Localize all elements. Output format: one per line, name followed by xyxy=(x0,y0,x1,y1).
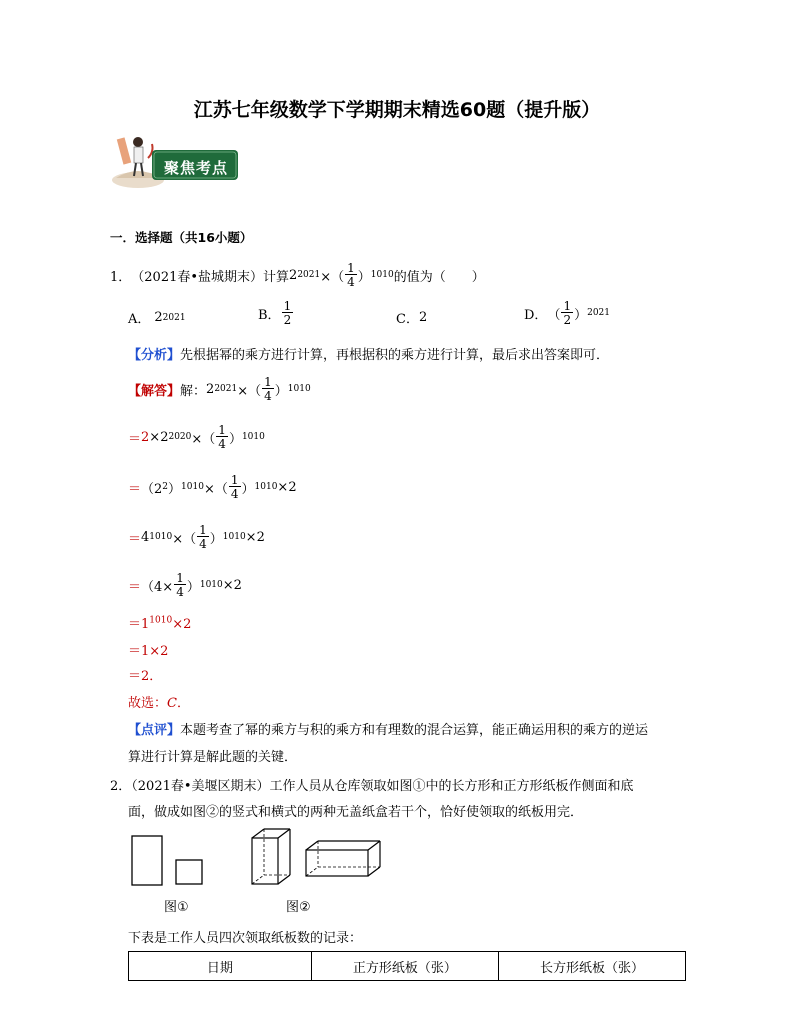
section-heading: 一．选择题（共16小题） xyxy=(110,230,253,245)
figure-2-boxes xyxy=(244,826,394,888)
table-intro: 下表是工作人员四次领取纸板数的记录： xyxy=(128,931,363,946)
banner xyxy=(108,128,240,190)
option-b: B． $\frac{1}{2}$ xyxy=(258,299,292,327)
fraction: $\frac{1}{4}$ xyxy=(347,261,355,289)
figure-2-label: 图② xyxy=(286,900,311,915)
answer-choice: 故选：C． xyxy=(128,696,190,711)
figure-1-shapes xyxy=(128,830,212,890)
question-tail: 的值为（ ） xyxy=(393,269,485,285)
question-1 xyxy=(110,262,485,288)
table-header-row xyxy=(129,952,686,981)
table-header-square: 正方形纸板（张） xyxy=(311,952,498,981)
expr-exp: 2021 xyxy=(297,270,321,280)
solution-tag: 【解答】 xyxy=(128,383,181,399)
analysis: 【分析】先根据幂的乘方进行计算，再根据积的乘方进行计算，最后求出答案即可． xyxy=(128,348,610,363)
step-8: ＝2． xyxy=(128,669,163,684)
expr-base: 2 xyxy=(289,267,298,283)
step-2: ＝ 2 × 2 2020 ×（ $\frac{1}{4}$ ） 1010 xyxy=(128,423,265,451)
question-2-line-1: 2．（2021春•美堰区期末）工作人员从仓库领取如图①中的长方形和正方形纸板作侧面和底 xyxy=(110,779,634,794)
table-header-rect: 长方形纸板（张） xyxy=(498,952,685,981)
step-7: ＝1×2 xyxy=(128,644,169,659)
question-number: 1． xyxy=(110,269,132,285)
figure-1-label: 图① xyxy=(164,900,189,915)
expr-exp2: 1010 xyxy=(370,270,394,280)
option-a: A． 2 2021 xyxy=(128,310,186,327)
page-title: 江苏七年级数学下学期期末精选60题（提升版） xyxy=(193,99,601,121)
step-3: ＝ （2 2 ） 1010 ×（ $\frac{1}{4}$ ） 1010 ×2 xyxy=(128,473,297,501)
step-6: $=1^{1010}\times 2$ xyxy=(128,615,192,632)
table-header-date: 日期 xyxy=(129,952,312,981)
step-5: ＝ （4× $\frac{1}{4}$ ） 1010 ×2 xyxy=(128,571,242,599)
expr-close: ） xyxy=(357,269,371,285)
question-2-line-2: 面，做成如图②的竖式和横式的两种无盖纸盒若干个，恰好使领取的纸板用完． xyxy=(128,805,584,820)
step-4: ＝ 4 1010 ×（ $\frac{1}{4}$ ） 1010 ×2 xyxy=(128,523,265,551)
comment-line-1: 【点评】本题考查了幂的乘方与积的乘方和有理数的混合运算，能正确运用积的乘方的逆运 xyxy=(128,723,649,738)
comment-tag: 【点评】 xyxy=(128,723,181,738)
question-number: 2． xyxy=(110,779,132,794)
solution-line: 【解答】 解： 2 2021 ×（ $\frac{1}{4}$ ） 1010 xyxy=(128,375,311,403)
record-table xyxy=(128,951,686,981)
option-d: D． （ $\frac{1}{2}$ ） 2021 xyxy=(524,299,611,327)
question-source: （2021春•盐城期末）计算 xyxy=(131,269,290,285)
expr-times: ×（ xyxy=(320,269,345,285)
analysis-tag: 【分析】 xyxy=(128,348,181,363)
banner-title: 聚焦考点 xyxy=(164,159,229,177)
comment-line-2: 算进行计算是解此题的关键． xyxy=(128,750,298,765)
option-c: C． 2 xyxy=(396,310,428,327)
